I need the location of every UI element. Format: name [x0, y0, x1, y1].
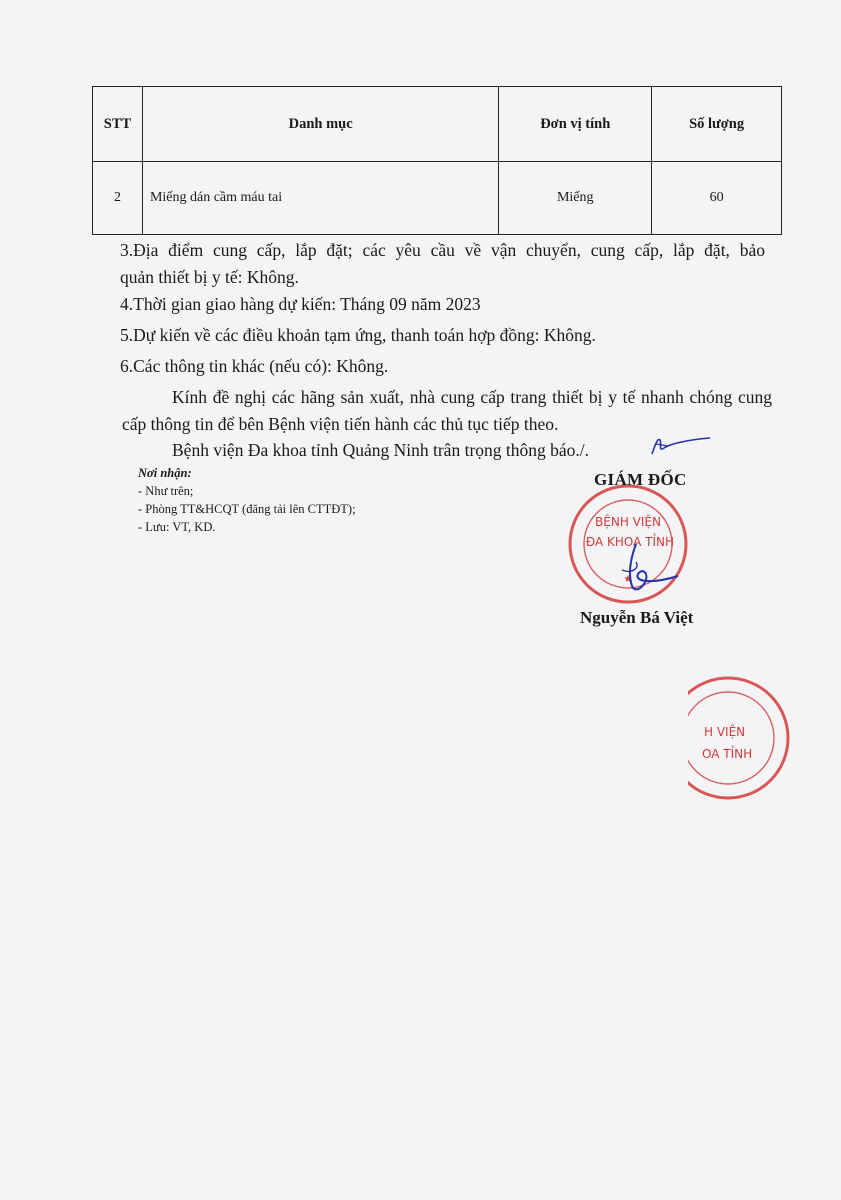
paragraph-request: Kính đề nghị các hãng sản xuất, nhà cung cấp trang thiết bị y tế nhanh chóng cung cấp thông tin để bên Bệnh viện tiến hành các thủ tục tiếp theo. [122, 387, 772, 434]
cell-quantity: 60 [652, 162, 782, 235]
stamp-star-icon: ★ [623, 574, 633, 585]
cell-stt: 2 [93, 162, 143, 235]
header-stt: STT [93, 87, 143, 162]
paragraph-4: 4.Thời gian giao hàng dự kiến: Tháng 09 năm 2023 [120, 294, 481, 314]
items-table [92, 86, 782, 235]
table-row [93, 162, 782, 235]
paragraph-3-line-2: quản thiết bị y tế: Không. [120, 267, 299, 287]
partial-stamp-line-1: H VIỆN [704, 725, 746, 739]
paragraph-5: 5.Dự kiến về các điều khoản tạm ứng, thanh toán hợp đồng: Không. [120, 325, 596, 345]
recipient-item: - Lưu: VT, KD. [138, 520, 216, 534]
initial-signature-icon [646, 434, 716, 460]
cell-unit: Miếng [499, 162, 652, 235]
recipient-item: - Phòng TT&HCQT (đăng tải lên CTTĐT); [138, 502, 356, 516]
director-signature-icon [612, 540, 684, 596]
recipient-item: - Như trên; [138, 484, 194, 498]
stamp-line-2: ĐA KHOA TỈNH [585, 535, 675, 549]
stamp-line-1: BỆNH VIỆN [595, 515, 661, 529]
cell-name: Miếng dán cầm máu tai [142, 162, 498, 235]
signer-name: Nguyễn Bá Việt [580, 608, 694, 627]
paragraph-6: 6.Các thông tin khác (nếu có): Không. [120, 356, 389, 376]
paragraph-3-line-1: 3.Địa điểm cung cấp, lắp đặt; các yêu cầu về vận chuyển, cung cấp, lắp đặt, bảo [120, 240, 765, 260]
table-header-row [93, 87, 782, 162]
header-quantity: Số lượng [652, 87, 782, 162]
paragraph-closing: Bệnh viện Đa khoa tỉnh Quảng Ninh trân trọng thông báo./. [172, 440, 590, 460]
recipients-title: Nơi nhận: [138, 466, 192, 480]
header-unit: Đơn vị tính [499, 87, 652, 162]
paragraph-3 [120, 237, 765, 291]
partial-stamp-line-2: OA TỈNH [702, 747, 753, 761]
recipients-block [138, 464, 356, 536]
signature-title: GIÁM ĐỐC [594, 470, 687, 489]
partial-stamp-icon [688, 672, 798, 804]
header-category: Danh mục [142, 87, 498, 162]
